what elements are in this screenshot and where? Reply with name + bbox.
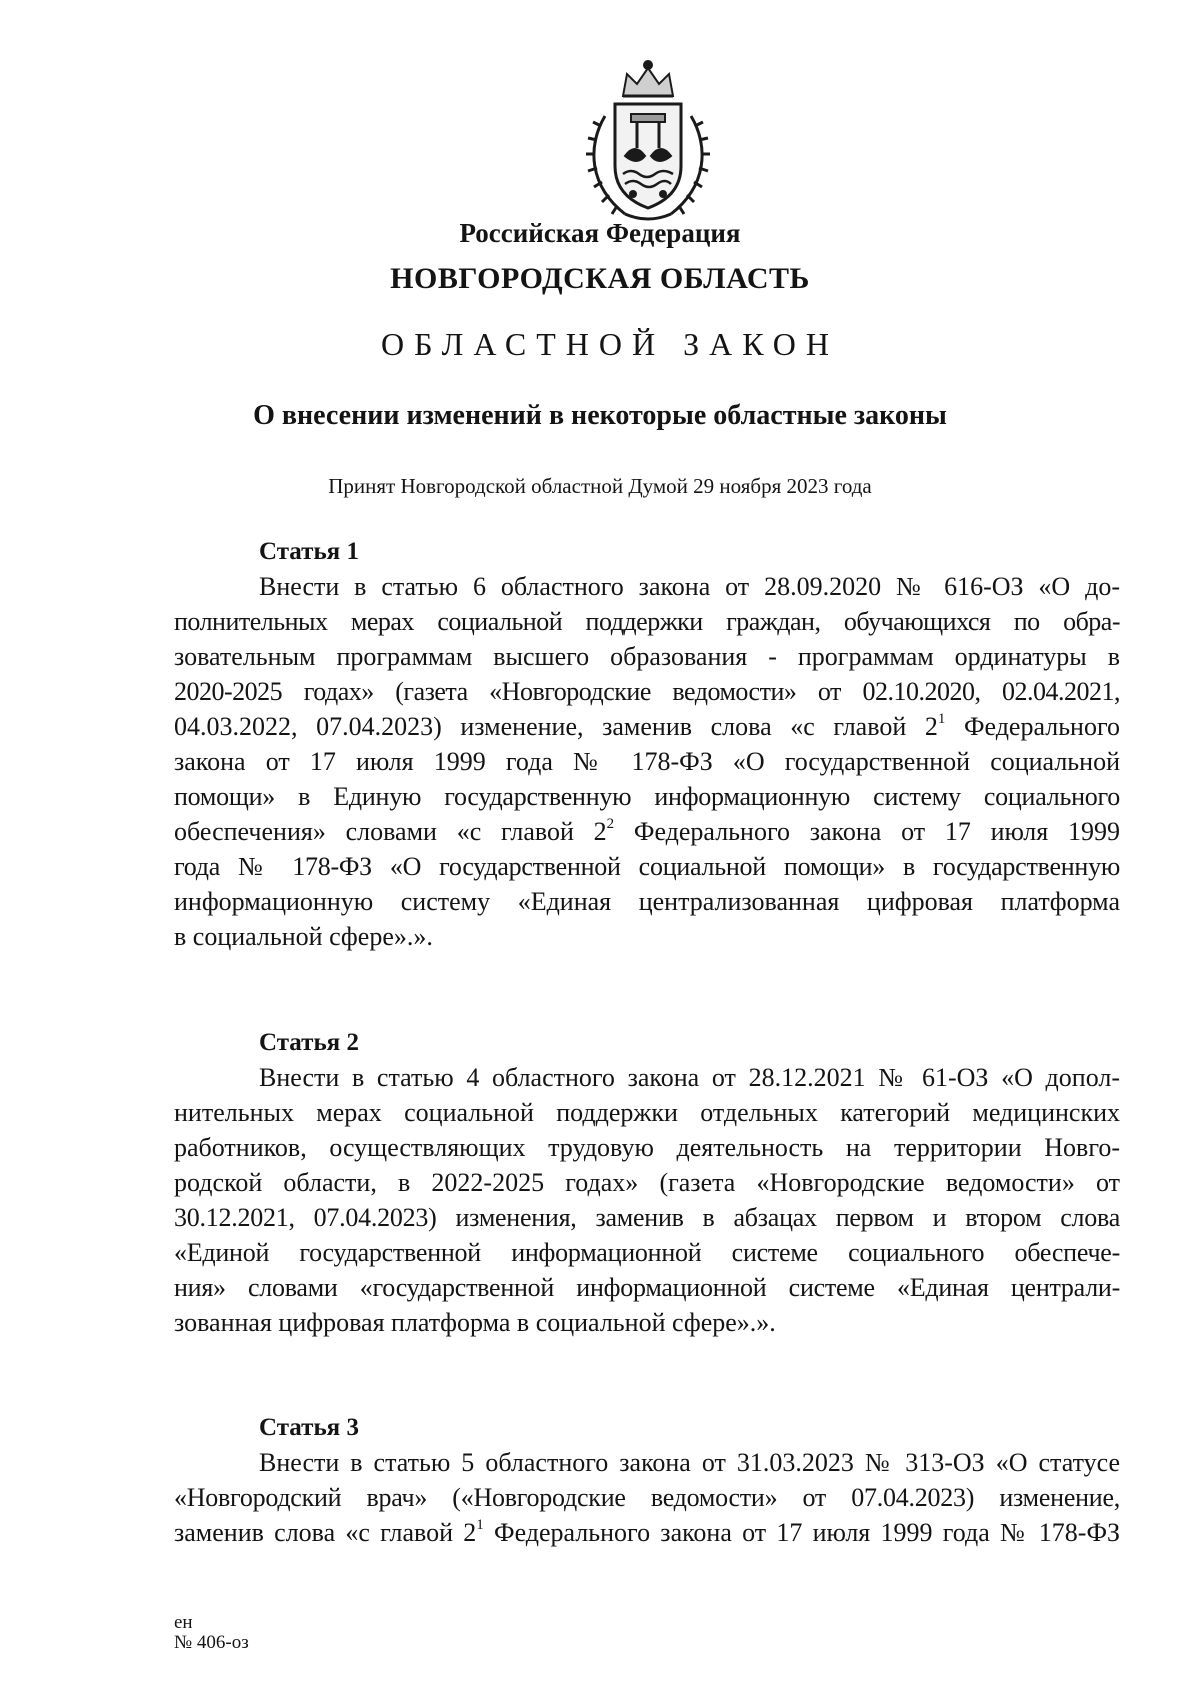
text-line: родской области, в 2022-2025 годах» (газета «Новгородские ведомости» от bbox=[174, 1168, 1120, 1197]
text-line: «Новгородский врач» («Новгородские ведомости» от 07.04.2023) изменение, bbox=[174, 1483, 1120, 1512]
text-line: заменив слова «с главой $2^1$ Федерального закона от 17 июля 1999 года № 178-ФЗ bbox=[174, 1517, 1121, 1547]
text-line: работников, осуществляющих трудовую деятельность на территории Новго- bbox=[174, 1133, 1120, 1162]
article-body bbox=[174, 1060, 1120, 1340]
article-heading: Статья 3 bbox=[259, 1414, 359, 1441]
text-line: помощи» в Единую государственную информационную систему социального bbox=[174, 782, 1120, 811]
article-heading: Статья 1 bbox=[259, 538, 359, 565]
superscript: 2 bbox=[606, 816, 615, 833]
region-name: НОВГОРОДСКАЯ ОБЛАСТЬ bbox=[390, 262, 810, 295]
novgorod-coat-of-arms-icon bbox=[575, 56, 721, 226]
text-line: информационную систему «Единая централизованная цифровая платформа bbox=[174, 887, 1120, 916]
footer-code bbox=[174, 1613, 249, 1653]
article-body bbox=[174, 1445, 1120, 1550]
article-body bbox=[174, 569, 1120, 954]
text-line: закона от 17 июля 1999 года № 178-ФЗ «О государственной социальной bbox=[174, 747, 1120, 776]
text-line: 04.03.2022, 07.04.2023) изменение, заменив слова «с главой $2^1$ Федерального bbox=[174, 711, 1120, 741]
footer-law-number: № 406-оз bbox=[174, 1632, 249, 1653]
text-line: 30.12.2021, 07.04.2023) изменения, заменив в абзацах первом и втором слова bbox=[174, 1203, 1120, 1232]
text-line: полнительных мерах социальной поддержки граждан, обучающихся по обра- bbox=[174, 607, 1120, 636]
text-line: Внести в статью 6 областного закона от 28.09.2020 № 616-ОЗ «О до- bbox=[259, 572, 1120, 601]
article-1 bbox=[174, 535, 1120, 954]
text-line: года № 178-ФЗ «О государственной социальной помощи» в государственную bbox=[174, 852, 1120, 881]
text-line: Внести в статью 4 областного закона от 28.12.2021 № 61-ОЗ «О допол- bbox=[259, 1063, 1120, 1092]
document-type: ОБЛАСТНОЙ ЗАКОН bbox=[380, 326, 840, 362]
text-line: ния» словами «государственной информационной системе «Единая централи- bbox=[174, 1273, 1120, 1302]
country-name: Российская Федерация bbox=[459, 218, 741, 248]
footer-initials: ен bbox=[174, 1612, 193, 1633]
text-line: зованная цифровая платформа в социальной сфере».». bbox=[174, 1308, 776, 1337]
text-line: обеспечения» словами «с главой $2^2$ Федерального закона от 17 июля 1999 bbox=[174, 816, 1121, 846]
text-line: нительных мерах социальной поддержки отдельных категорий медицинских bbox=[174, 1098, 1120, 1127]
adoption-note: Принят Новгородской областной Думой 29 ноября 2023 года bbox=[328, 474, 872, 498]
text-line: зовательным программам высшего образования - программам ординатуры в bbox=[174, 642, 1120, 671]
article-heading: Статья 2 bbox=[259, 1029, 359, 1056]
text-line: Внести в статью 5 областного закона от 31.03.2023 № 313-ОЗ «О статусе bbox=[259, 1448, 1120, 1477]
article-2 bbox=[174, 1026, 1120, 1340]
article-3 bbox=[174, 1411, 1120, 1550]
superscript: 1 bbox=[937, 711, 946, 728]
text-line: 2020-2025 годах» (газета «Новгородские ведомости» от 02.10.2020, 02.04.2021, bbox=[174, 677, 1120, 706]
text-line: в социальной сфере».». bbox=[174, 922, 433, 951]
law-title: О внесении изменений в некоторые областные законы bbox=[253, 400, 947, 431]
text-line: «Единой государственной информационной системе социального обеспече- bbox=[174, 1238, 1120, 1267]
superscript: 1 bbox=[476, 1517, 484, 1534]
